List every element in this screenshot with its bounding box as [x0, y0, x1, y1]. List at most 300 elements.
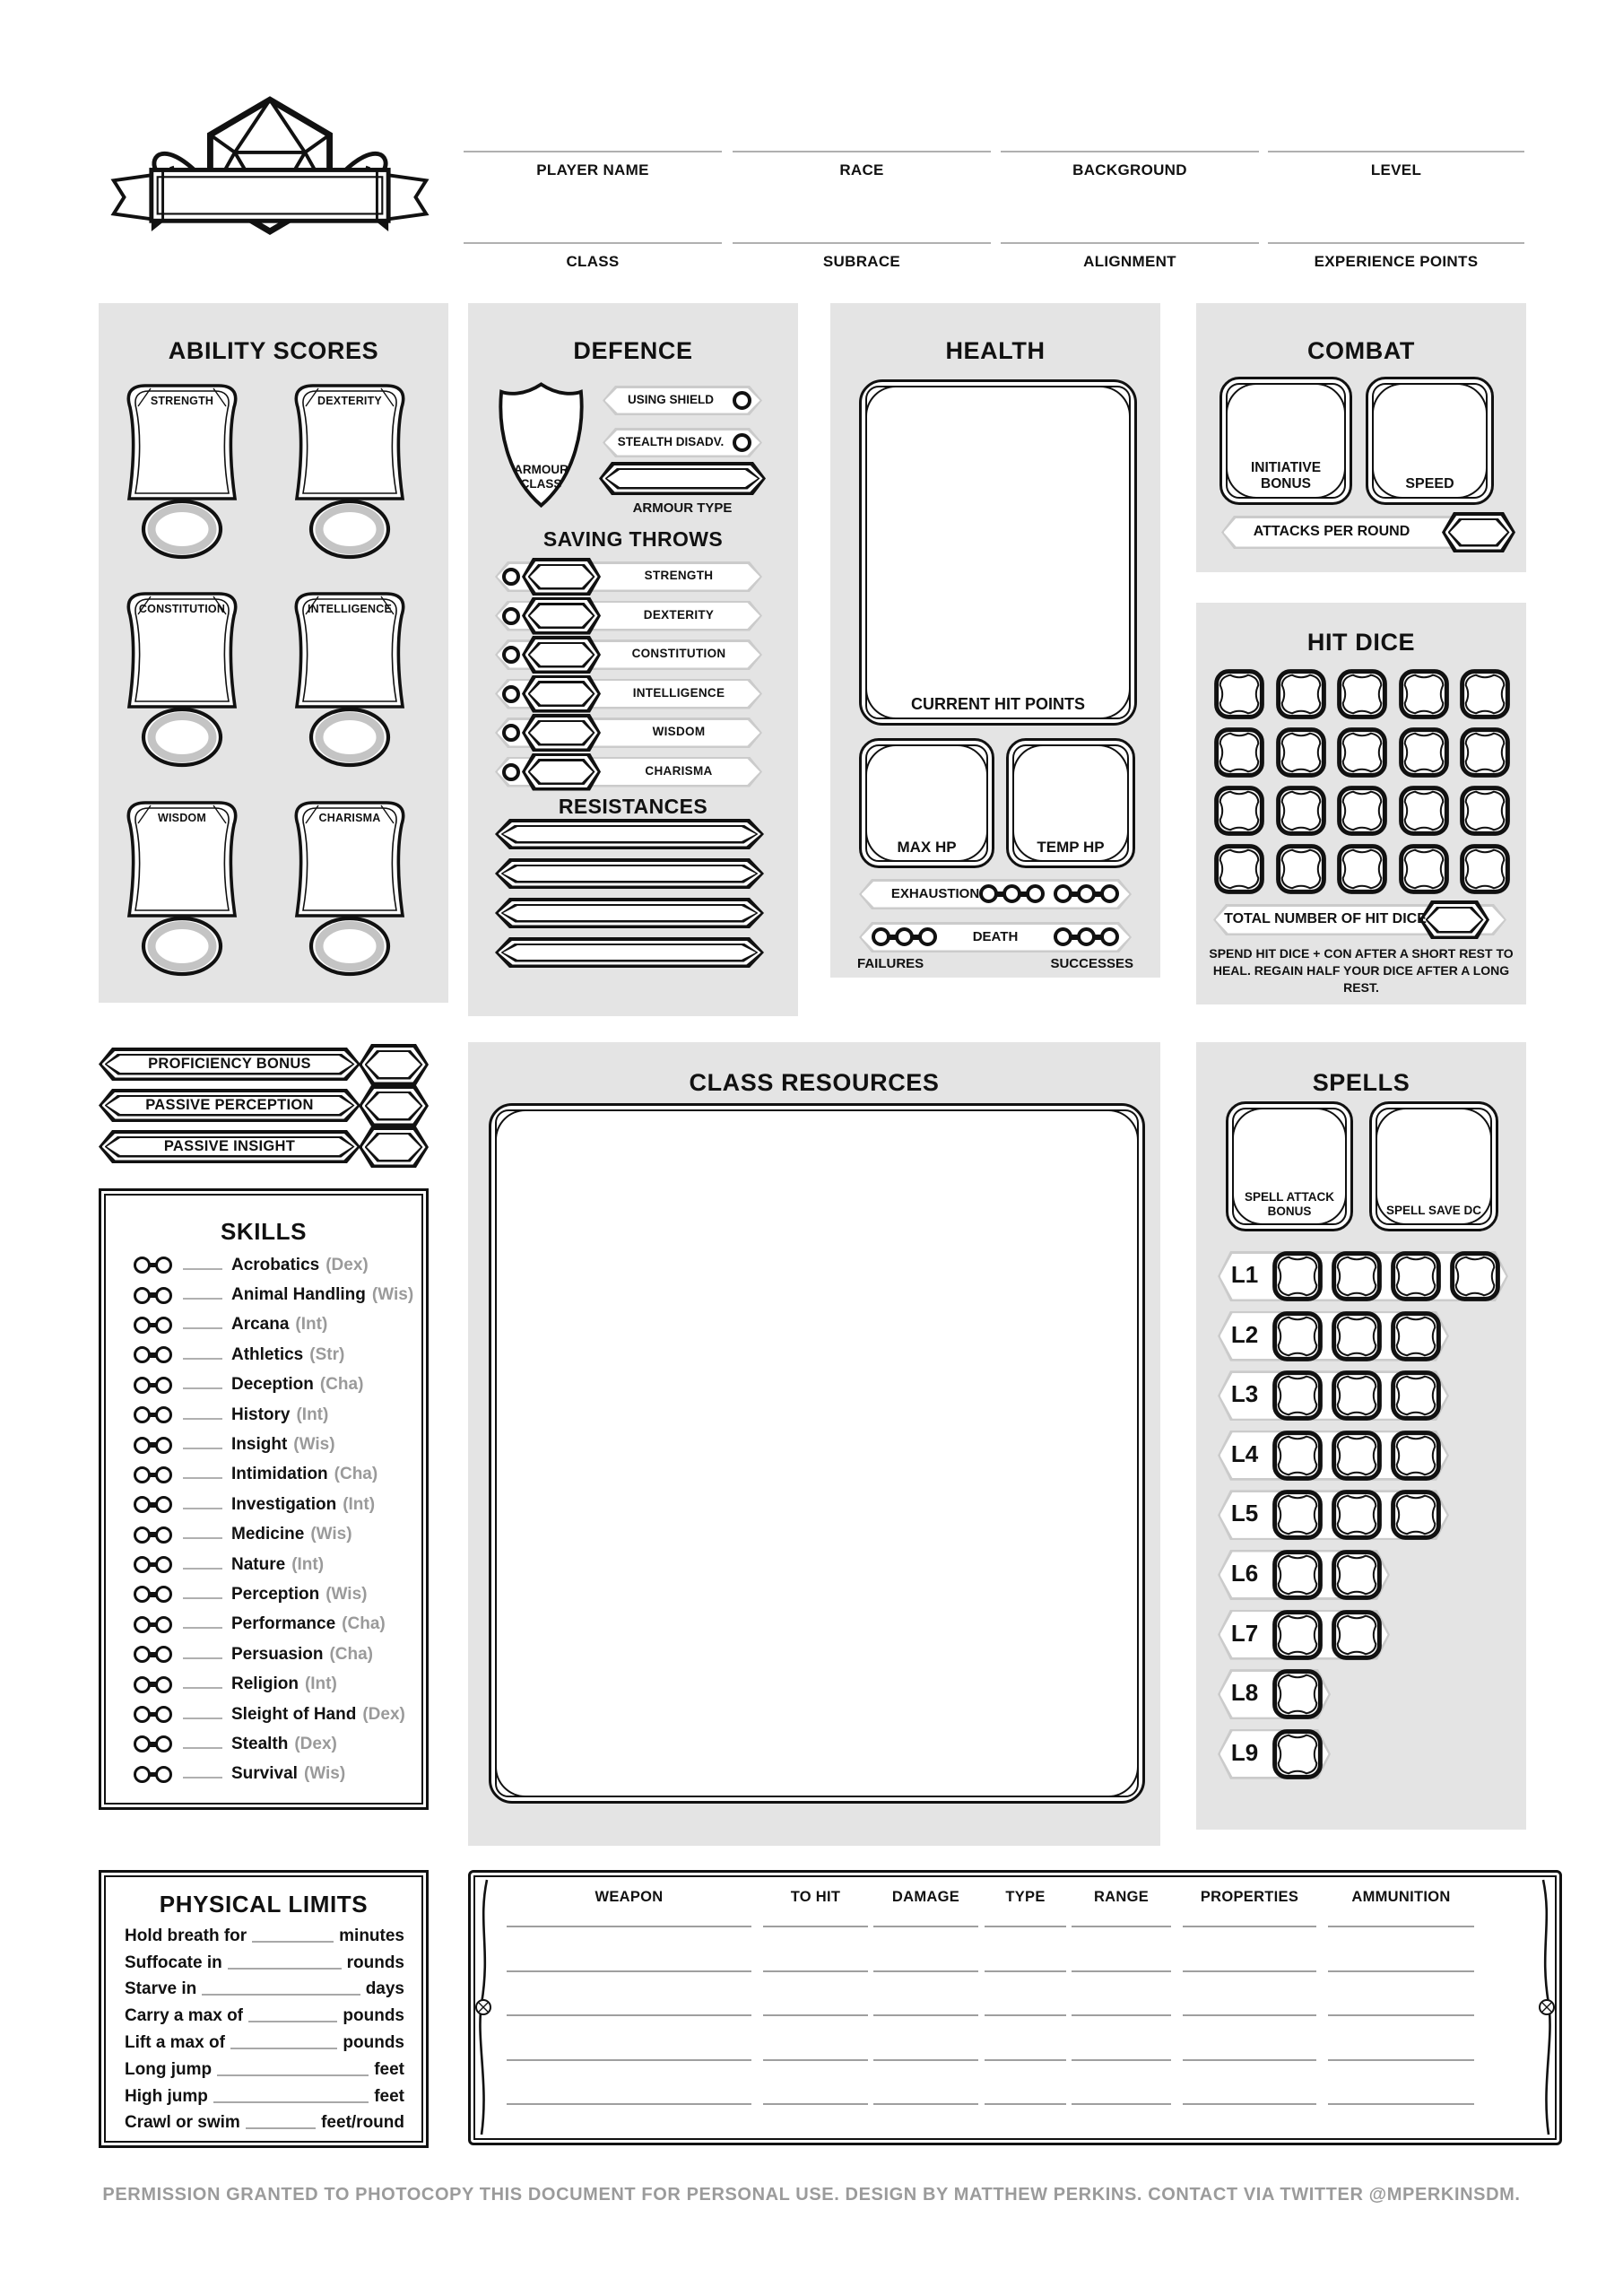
intelligence-modifier-ellipse[interactable]	[311, 710, 388, 764]
spell-level-label: L9	[1230, 1738, 1259, 1766]
save-proficiency-circle[interactable]	[502, 646, 520, 664]
skill-expertise-circle[interactable]	[155, 1735, 172, 1752]
skill-expertise-circle[interactable]	[155, 1317, 172, 1334]
skill-expertise-circle[interactable]	[155, 1346, 172, 1363]
defence-title: DEFENCE	[573, 337, 693, 364]
skill-modifier-line[interactable]	[183, 1268, 222, 1270]
skill-modifier-line[interactable]	[183, 1537, 222, 1539]
stealth-disadv-checkbox-circle[interactable]	[733, 433, 751, 452]
hit-die[interactable]	[1459, 843, 1511, 895]
spell-level-label: L3	[1230, 1380, 1259, 1408]
spell-level-row-l1	[1218, 1251, 1526, 1311]
spell-slot-die[interactable]	[1271, 1668, 1324, 1720]
skill-proficiency-circle[interactable]	[134, 1526, 151, 1544]
exhaustion-circles[interactable]	[979, 884, 1119, 903]
using-shield-row	[603, 386, 762, 415]
class-label: CLASS	[566, 253, 620, 270]
hit-die[interactable]	[1336, 785, 1388, 837]
field-subrace	[733, 242, 991, 271]
passive-insight-value-box[interactable]	[359, 1126, 429, 1168]
skill-row: Deception (Cha)	[101, 1370, 426, 1400]
spells-panel	[1196, 1042, 1526, 1830]
save-label: INTELLIGENCE	[632, 685, 725, 700]
weapon-type-input-line[interactable]	[985, 1926, 1066, 1927]
speed-box[interactable]	[1366, 377, 1494, 505]
weapon-properties-input-line[interactable]	[1183, 1970, 1316, 1972]
weapon-type-input-line[interactable]	[985, 2014, 1066, 2016]
skill-proficiency-circle[interactable]	[134, 1317, 151, 1334]
skill-proficiency-circle[interactable]	[134, 1616, 151, 1633]
spell-level-row-l7	[1218, 1610, 1526, 1670]
weapon-range-input-line[interactable]	[1072, 1970, 1171, 1972]
physical-limits-box	[99, 1870, 429, 2148]
hit-die[interactable]	[1398, 726, 1450, 778]
spell-slot-die[interactable]	[1390, 1370, 1442, 1422]
successes-label: SUCCESSES	[1050, 956, 1133, 971]
combat-title: COMBAT	[1306, 337, 1416, 364]
combat-panel	[1196, 303, 1526, 572]
save-value-box[interactable]	[522, 675, 601, 713]
armour-class-label: ARMOUR CLASS	[514, 463, 568, 491]
skill-modifier-line[interactable]	[183, 1568, 222, 1570]
weapon-type-input-line[interactable]	[985, 2103, 1066, 2105]
spell-level-row-l9	[1218, 1729, 1526, 1789]
spell-attack-bonus-label: SPELL ATTACK BONUS	[1245, 1190, 1334, 1218]
skill-expertise-circle[interactable]	[155, 1556, 172, 1573]
ability-card-intelligence	[282, 585, 417, 791]
experience-points-input-line[interactable]	[1268, 242, 1524, 244]
wisdom-modifier-ellipse[interactable]	[143, 919, 221, 973]
constitution-modifier-ellipse[interactable]	[143, 710, 221, 764]
weapon-name-input-line[interactable]	[507, 2103, 751, 2105]
hit-die[interactable]	[1459, 785, 1511, 837]
skill-row: Survival (Wis)	[101, 1760, 426, 1789]
resistance-input-box[interactable]	[495, 898, 764, 928]
saving-throw-row-intelligence	[468, 675, 798, 715]
death-success-circles[interactable]	[1054, 927, 1119, 946]
ability-scores-title: ABILITY SCORES	[168, 337, 379, 364]
ability-label: INTELLIGENCE	[307, 603, 393, 615]
weapon-type-input-line[interactable]	[985, 1970, 1066, 1972]
spell-slot-die[interactable]	[1390, 1250, 1442, 1302]
physical-limit-row: Crawl or swim feet/round	[125, 2113, 404, 2133]
passive-perception-label: PASSIVE PERCEPTION	[145, 1097, 314, 1113]
attacks-per-round-label: ATTACKS PER ROUND	[1253, 524, 1410, 539]
skill-proficiency-circle[interactable]	[134, 1735, 151, 1752]
charisma-score-box[interactable]	[300, 830, 399, 912]
skill-expertise-circle[interactable]	[155, 1406, 172, 1423]
skill-proficiency-circle[interactable]	[134, 1377, 151, 1394]
skill-row: Acrobatics (Dex)	[101, 1250, 426, 1280]
skill-modifier-line[interactable]	[183, 1387, 222, 1389]
weapon-to-hit-input-line[interactable]	[763, 1970, 868, 1972]
spell-slot-die[interactable]	[1390, 1310, 1442, 1362]
hit-dice-note: SPEND HIT DICE + CON AFTER A SHORT REST TO HEAL. REGAIN HALF YOUR DICE AFTER A LONG REST.	[1209, 946, 1514, 995]
weapon-properties-input-line[interactable]	[1183, 2014, 1316, 2016]
skill-modifier-line[interactable]	[183, 1777, 222, 1779]
skill-expertise-circle[interactable]	[155, 1676, 172, 1693]
background-input-line[interactable]	[1001, 151, 1259, 152]
skill-proficiency-circle[interactable]	[134, 1346, 151, 1363]
skill-expertise-circle[interactable]	[155, 1466, 172, 1483]
spell-level-row-l4	[1218, 1431, 1526, 1491]
resistance-input-box[interactable]	[495, 819, 764, 849]
physical-limit-input-line[interactable]	[252, 1941, 334, 1943]
skill-modifier-line[interactable]	[183, 1327, 222, 1329]
spell-slot-die[interactable]	[1271, 1489, 1324, 1541]
weapon-to-hit-input-line[interactable]	[763, 1926, 868, 1927]
exhaustion-label: EXHAUSTION	[890, 886, 980, 901]
skill-modifier-line[interactable]	[183, 1718, 222, 1719]
skill-modifier-line[interactable]	[183, 1627, 222, 1629]
spell-level-row-l5	[1218, 1490, 1526, 1550]
class-resources-box[interactable]	[489, 1103, 1145, 1804]
skill-row: Perception (Wis)	[101, 1579, 426, 1609]
footer-credit-text: PERMISSION GRANTED TO PHOTOCOPY THIS DOCUMENT FOR PERSONAL USE. DESIGN BY MATTHEW PERKINS. CONTACT VIA TWITTER @MPERKINSDM.	[102, 2185, 1521, 2205]
weapon-damage-input-line[interactable]	[873, 1970, 978, 1972]
spell-slot-die[interactable]	[1331, 1549, 1383, 1601]
skill-proficiency-circle[interactable]	[134, 1496, 151, 1513]
skill-row: Investigation (Int)	[101, 1490, 426, 1519]
hit-die[interactable]	[1213, 843, 1265, 895]
weapon-range-input-line[interactable]	[1072, 2103, 1171, 2105]
using-shield-label: USING SHIELD	[627, 393, 714, 406]
resistances-list	[468, 819, 798, 977]
skill-proficiency-circle[interactable]	[134, 1646, 151, 1663]
weapon-name-input-line[interactable]	[507, 2014, 751, 2016]
physical-limit-input-line[interactable]	[248, 2021, 337, 2022]
hit-die[interactable]	[1398, 785, 1450, 837]
spell-level-label: L6	[1230, 1559, 1259, 1587]
save-proficiency-circle[interactable]	[502, 568, 520, 586]
dexterity-score-box[interactable]	[300, 413, 399, 495]
total-hit-dice-label: TOTAL NUMBER OF HIT DICE	[1224, 911, 1427, 926]
skill-modifier-line[interactable]	[183, 1508, 222, 1509]
weapon-to-hit-input-line[interactable]	[763, 2059, 868, 2061]
physical-limit-input-line[interactable]	[213, 2101, 369, 2103]
class-resources-panel	[468, 1042, 1160, 1846]
skill-row: Nature (Int)	[101, 1550, 426, 1579]
weapon-damage-input-line[interactable]	[873, 2014, 978, 2016]
save-proficiency-circle[interactable]	[502, 607, 520, 625]
skill-expertise-circle[interactable]	[155, 1766, 172, 1783]
skill-modifier-line[interactable]	[183, 1298, 222, 1300]
strength-modifier-ellipse[interactable]	[143, 502, 221, 556]
skill-row: Arcana (Int)	[101, 1310, 426, 1340]
skill-proficiency-circle[interactable]	[134, 1287, 151, 1304]
save-value-box[interactable]	[522, 636, 601, 674]
weapon-to-hit-input-line[interactable]	[763, 2014, 868, 2016]
resistances-title: RESISTANCES	[558, 795, 708, 818]
weapon-row	[471, 1972, 1559, 2016]
save-value-box[interactable]	[522, 714, 601, 752]
skill-proficiency-circle[interactable]	[134, 1466, 151, 1483]
hit-die[interactable]	[1336, 668, 1388, 720]
skill-expertise-circle[interactable]	[155, 1496, 172, 1513]
physical-limit-input-line[interactable]	[202, 1994, 360, 1996]
spell-slot-die[interactable]	[1331, 1489, 1383, 1541]
spell-save-dc-label: SPELL SAVE DC	[1385, 1204, 1482, 1217]
weapon-ammunition-input-line[interactable]	[1328, 2014, 1474, 2016]
race-input-line[interactable]	[733, 151, 991, 152]
spell-attack-bonus-box[interactable]	[1226, 1101, 1353, 1231]
exhaustion-row	[859, 879, 1132, 909]
skill-proficiency-circle[interactable]	[134, 1676, 151, 1693]
physical-limit-input-line[interactable]	[246, 2127, 316, 2129]
constitution-score-box[interactable]	[133, 621, 231, 703]
ability-card-wisdom	[115, 794, 249, 1000]
spell-slot-die[interactable]	[1271, 1549, 1324, 1601]
armour-type-label: ARMOUR TYPE	[632, 500, 733, 516]
physical-limits-title: PHYSICAL LIMITS	[159, 1891, 369, 1918]
save-label: CHARISMA	[645, 763, 713, 778]
skill-row: Performance (Cha)	[101, 1610, 426, 1639]
physical-limit-row: Hold breath for minutes	[125, 1926, 404, 1945]
hit-die[interactable]	[1213, 668, 1265, 720]
weapon-to-hit-input-line[interactable]	[763, 2103, 868, 2105]
physical-limit-row: Suffocate in rounds	[125, 1952, 404, 1972]
armour-type-input-box[interactable]	[599, 462, 766, 495]
skill-modifier-line[interactable]	[183, 1358, 222, 1360]
weapons-table-box	[468, 1870, 1562, 2145]
proficiency-bonus-value-box[interactable]	[359, 1044, 429, 1085]
physical-limit-input-line[interactable]	[217, 2074, 369, 2076]
skill-expertise-circle[interactable]	[155, 1257, 172, 1274]
resistance-input-box[interactable]	[495, 858, 764, 889]
save-proficiency-circle[interactable]	[502, 685, 520, 703]
attacks-per-round-value-box[interactable]	[1442, 512, 1515, 552]
spells-title: SPELLS	[1312, 1069, 1410, 1096]
skill-modifier-line[interactable]	[183, 1747, 222, 1749]
spell-slot-die[interactable]	[1331, 1609, 1383, 1661]
spell-slot-die[interactable]	[1390, 1489, 1442, 1541]
weapon-row	[471, 2016, 1559, 2060]
spell-slot-die[interactable]	[1331, 1310, 1383, 1362]
weapon-name-input-line[interactable]	[507, 1926, 751, 1927]
skill-modifier-line[interactable]	[183, 1597, 222, 1599]
ability-card-strength	[115, 377, 249, 583]
spell-level-label: L7	[1230, 1619, 1259, 1647]
class-input-line[interactable]	[464, 242, 722, 244]
skills-list	[101, 1250, 426, 1789]
spell-level-label: L2	[1230, 1320, 1259, 1348]
temp-hp-label: TEMP HP	[1037, 839, 1105, 856]
weapon-ammunition-input-line[interactable]	[1328, 2103, 1474, 2105]
spell-slot-die[interactable]	[1331, 1430, 1383, 1482]
weapon-properties-input-line[interactable]	[1183, 2059, 1316, 2061]
weapon-range-input-line[interactable]	[1072, 2059, 1171, 2061]
spell-slot-die[interactable]	[1331, 1370, 1383, 1422]
save-proficiency-circle[interactable]	[502, 724, 520, 742]
charisma-modifier-ellipse[interactable]	[311, 919, 388, 973]
hit-dice-panel	[1196, 603, 1526, 1004]
ability-card-charisma	[282, 794, 417, 1000]
skill-proficiency-circle[interactable]	[134, 1437, 151, 1454]
proficiency-bonus-label: PROFICIENCY BONUS	[148, 1056, 311, 1072]
skill-modifier-line[interactable]	[183, 1477, 222, 1479]
hit-die[interactable]	[1459, 726, 1511, 778]
save-value-box[interactable]	[522, 597, 601, 635]
using-shield-checkbox-circle[interactable]	[733, 391, 751, 410]
skill-proficiency-circle[interactable]	[134, 1406, 151, 1423]
skill-expertise-circle[interactable]	[155, 1706, 172, 1723]
skill-modifier-line[interactable]	[183, 1687, 222, 1689]
passive-perception-value-box[interactable]	[359, 1085, 429, 1126]
skill-proficiency-circle[interactable]	[134, 1766, 151, 1783]
spell-level-row-l2	[1218, 1311, 1526, 1371]
ability-label: CHARISMA	[318, 812, 381, 824]
save-value-box[interactable]	[522, 753, 601, 791]
skill-row: Insight (Wis)	[101, 1430, 426, 1459]
speed-label: SPEED	[1405, 476, 1454, 491]
skill-row: Animal Handling (Wis)	[101, 1280, 426, 1309]
hit-die[interactable]	[1275, 843, 1327, 895]
skill-expertise-circle[interactable]	[155, 1526, 172, 1544]
physical-limit-row: Lift a max of pounds	[125, 2032, 404, 2052]
weapon-row	[471, 2061, 1559, 2105]
level-input-line[interactable]	[1268, 151, 1524, 152]
skill-proficiency-circle[interactable]	[134, 1556, 151, 1573]
range-column-header: RANGE	[1093, 1889, 1150, 1905]
spell-save-dc-box[interactable]	[1369, 1101, 1498, 1231]
physical-limit-input-line[interactable]	[228, 1968, 342, 1970]
hit-die[interactable]	[1275, 726, 1327, 778]
wisdom-score-box[interactable]	[133, 830, 231, 912]
hit-die[interactable]	[1459, 668, 1511, 720]
player-name-input-line[interactable]	[464, 151, 722, 152]
save-label: CONSTITUTION	[631, 647, 726, 660]
saving-throw-row-constitution	[468, 636, 798, 675]
spell-level-label: L1	[1230, 1261, 1259, 1288]
field-alignment	[1001, 242, 1259, 271]
saving-throws-list	[468, 558, 798, 792]
hit-die[interactable]	[1398, 843, 1450, 895]
saving-throw-row-dexterity	[468, 597, 798, 637]
hit-die[interactable]	[1213, 726, 1265, 778]
field-background	[1001, 151, 1259, 179]
level-label: LEVEL	[1370, 161, 1422, 178]
spell-level-label: L4	[1230, 1439, 1259, 1467]
passive-insight-row	[99, 1126, 429, 1168]
intelligence-score-box[interactable]	[300, 621, 399, 703]
skill-expertise-circle[interactable]	[155, 1586, 172, 1603]
strength-score-box[interactable]	[133, 413, 231, 495]
physical-limit-row: High jump feet	[125, 2086, 404, 2106]
race-label: RACE	[839, 161, 884, 178]
dexterity-modifier-ellipse[interactable]	[311, 502, 388, 556]
defence-panel	[468, 303, 798, 1016]
weapon-ammunition-input-line[interactable]	[1328, 1970, 1474, 1972]
field-player-name	[464, 151, 722, 179]
saving-throw-row-wisdom	[468, 714, 798, 753]
physical-limit-input-line[interactable]	[230, 2048, 337, 2049]
spell-level-row-l3	[1218, 1370, 1526, 1431]
skill-expertise-circle[interactable]	[155, 1287, 172, 1304]
spell-level-row-l8	[1218, 1669, 1526, 1729]
hit-die[interactable]	[1398, 668, 1450, 720]
spell-slot-die[interactable]	[1271, 1728, 1324, 1780]
ability-label: STRENGTH	[150, 395, 214, 407]
skill-modifier-line[interactable]	[183, 1657, 222, 1659]
skill-row: Religion (Int)	[101, 1669, 426, 1699]
hit-die[interactable]	[1336, 726, 1388, 778]
hit-dice-title: HIT DICE	[1306, 629, 1416, 656]
skill-expertise-circle[interactable]	[155, 1437, 172, 1454]
save-label: DEXTERITY	[643, 607, 715, 622]
subrace-input-line[interactable]	[733, 242, 991, 244]
save-value-box[interactable]	[522, 558, 601, 596]
skill-proficiency-circle[interactable]	[134, 1257, 151, 1274]
max-hp-box[interactable]	[859, 738, 994, 868]
hit-die[interactable]	[1336, 843, 1388, 895]
weapon-properties-input-line[interactable]	[1183, 1926, 1316, 1927]
spell-slot-die[interactable]	[1390, 1430, 1442, 1482]
skill-expertise-circle[interactable]	[155, 1646, 172, 1663]
spell-slot-die[interactable]	[1271, 1609, 1324, 1661]
spell-slot-die[interactable]	[1331, 1250, 1383, 1302]
passive-insight-label: PASSIVE INSIGHT	[163, 1138, 296, 1154]
spell-slot-die[interactable]	[1271, 1250, 1324, 1302]
weapon-range-input-line[interactable]	[1072, 2014, 1171, 2016]
hit-die[interactable]	[1275, 668, 1327, 720]
subrace-label: SUBRACE	[822, 253, 901, 270]
skill-expertise-circle[interactable]	[155, 1616, 172, 1633]
hit-die[interactable]	[1213, 785, 1265, 837]
physical-limit-row: Long jump feet	[125, 2059, 404, 2079]
skill-row: Athletics (Str)	[101, 1340, 426, 1370]
physical-limit-row: Starve in days	[125, 1979, 404, 1999]
weapon-damage-input-line[interactable]	[873, 1926, 978, 1927]
max-hp-label: MAX HP	[897, 839, 957, 856]
weapon-damage-input-line[interactable]	[873, 2103, 978, 2105]
spell-slot-die[interactable]	[1271, 1370, 1324, 1422]
spell-slots-list	[1218, 1251, 1526, 1788]
initiative-bonus-box[interactable]	[1219, 377, 1352, 505]
field-class	[464, 242, 722, 271]
field-experience-points	[1268, 242, 1524, 271]
hit-die[interactable]	[1275, 785, 1327, 837]
weapon-name-input-line[interactable]	[507, 2059, 751, 2061]
spell-slot-die[interactable]	[1449, 1250, 1501, 1302]
spell-slot-die[interactable]	[1271, 1430, 1324, 1482]
alignment-input-line[interactable]	[1001, 242, 1259, 244]
health-panel	[830, 303, 1160, 978]
weapon-range-input-line[interactable]	[1072, 1926, 1171, 1927]
temp-hp-box[interactable]	[1006, 738, 1135, 868]
weapon-ammunition-input-line[interactable]	[1328, 1926, 1474, 1927]
skill-expertise-circle[interactable]	[155, 1377, 172, 1394]
skill-proficiency-circle[interactable]	[134, 1586, 151, 1603]
weapon-type-input-line[interactable]	[985, 2059, 1066, 2061]
skill-modifier-line[interactable]	[183, 1418, 222, 1420]
weapon-ammunition-input-line[interactable]	[1328, 2059, 1474, 2061]
weapon-properties-input-line[interactable]	[1183, 2103, 1316, 2105]
properties-column-header: PROPERTIES	[1200, 1889, 1299, 1905]
failures-label: FAILURES	[857, 956, 924, 971]
stealth-disadv-row	[603, 428, 762, 457]
type-column-header: TYPE	[1005, 1889, 1046, 1905]
stealth-disadv-label: STEALTH DISADV.	[617, 435, 725, 448]
skill-proficiency-circle[interactable]	[134, 1706, 151, 1723]
weapon-damage-input-line[interactable]	[873, 2059, 978, 2061]
weapon-name-input-line[interactable]	[507, 1970, 751, 1972]
current-hit-points-box[interactable]	[859, 379, 1137, 726]
resistance-input-box[interactable]	[495, 937, 764, 968]
save-proficiency-circle[interactable]	[502, 763, 520, 781]
spell-slot-die[interactable]	[1271, 1310, 1324, 1362]
skill-modifier-line[interactable]	[183, 1448, 222, 1449]
skill-row: Medicine (Wis)	[101, 1520, 426, 1550]
